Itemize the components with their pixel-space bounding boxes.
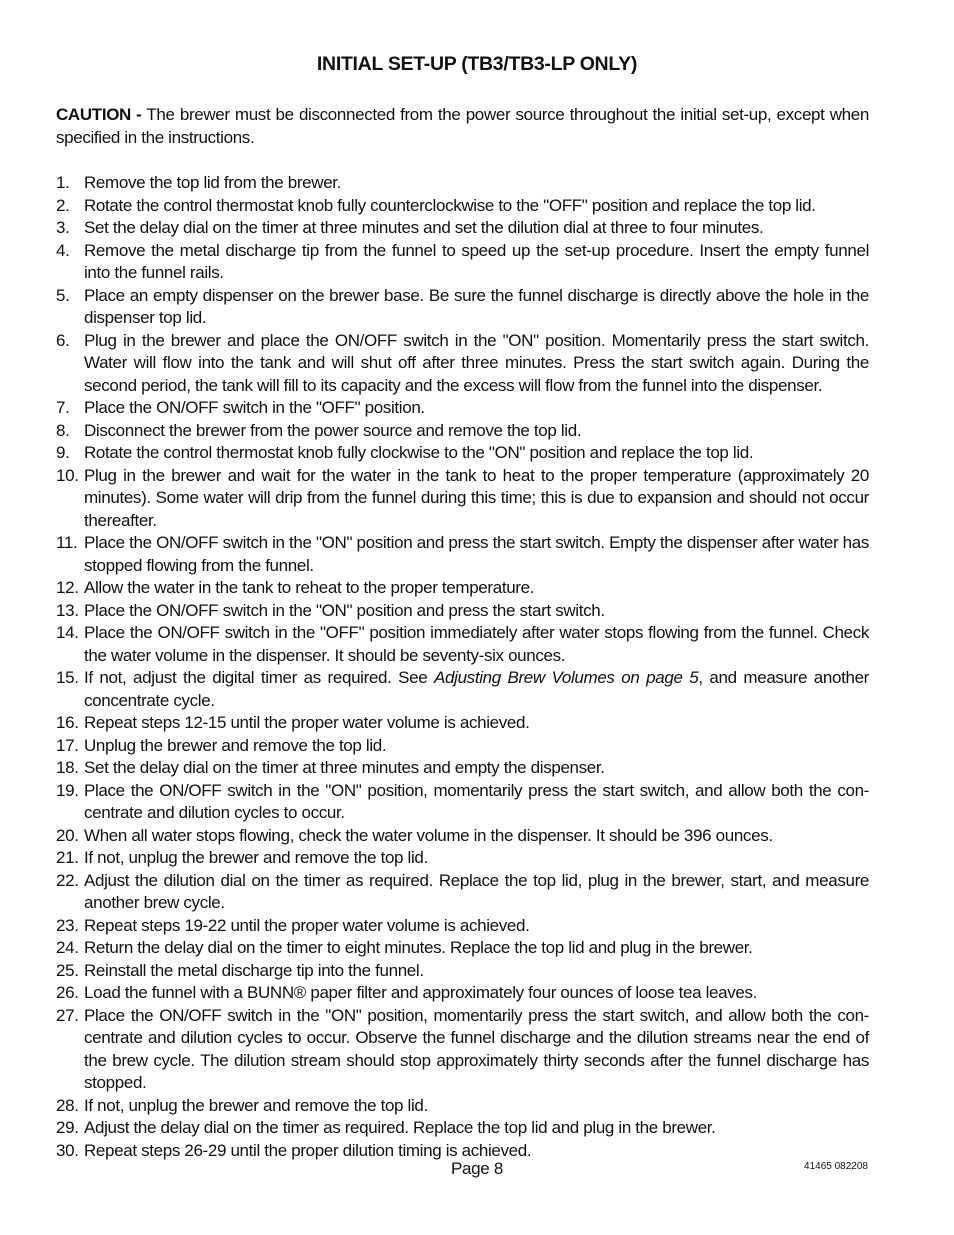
- step-text: Unplug the brewer and remove the top lid.: [84, 735, 387, 755]
- step-text: Place the ON/OFF switch in the "ON" position, momentarily press the start switch, and allow both the con-centrate and dilution cycles to occur.: [84, 780, 869, 822]
- step-number: 25.: [56, 960, 79, 980]
- step-number: 26.: [56, 983, 79, 1002]
- step-item: [56, 960, 869, 983]
- step-text: If not, unplug the brewer and remove the top lid.: [84, 1095, 428, 1115]
- caution-label: CAUTION -: [56, 105, 142, 124]
- step-number: 13.: [56, 600, 79, 620]
- step-item: [56, 1095, 869, 1118]
- step-text: Return the delay dial on the timer to eight minutes. Replace the top lid and plug in the brewer.: [84, 938, 753, 957]
- step-text: Remove the top lid from the brewer.: [84, 173, 342, 192]
- step-number: 24.: [56, 938, 79, 957]
- step-item: [56, 465, 869, 533]
- step-number: 4.: [56, 240, 70, 260]
- step-number: 23.: [56, 915, 79, 935]
- step-item: [56, 195, 869, 218]
- step-text: Repeat steps 26-29 until the proper dilution timing is achieved.: [84, 1140, 532, 1160]
- step-number: 28.: [56, 1095, 79, 1115]
- step-text: Place the ON/OFF switch in the "ON" position, momentarily press the start switch, and allow both the con-centrate and dilution cycles to occur. Observe the funnel discharge and the dilution streams near the end of the brew cycle. The dilution stream should stop approximately thirty seconds after the funnel discharge has stopped.: [84, 1005, 869, 1092]
- step-item: [56, 240, 869, 285]
- step-number: 22.: [56, 870, 79, 890]
- step-text: Set the delay dial on the timer at three minutes and empty the dispenser.: [84, 758, 605, 777]
- step-text: Allow the water in the tank to reheat to the proper temperature.: [84, 578, 535, 597]
- step-text: When all water stops flowing, check the water volume in the dispenser. It should be 396 ounces.: [84, 825, 773, 845]
- step-text: Remove the metal discharge tip from the funnel to speed up the set-up procedure. Insert the empty funnel into the funnel rails.: [84, 240, 869, 282]
- step-item: [56, 757, 869, 780]
- step-number: 2.: [56, 195, 70, 215]
- step-number: 10.: [56, 465, 79, 485]
- step-number: 9.: [56, 443, 70, 462]
- step-number: 27.: [56, 1005, 79, 1025]
- step-item: [56, 532, 869, 577]
- step-item: [56, 172, 869, 195]
- step-item: [56, 825, 869, 848]
- step-number: 11.: [56, 533, 78, 552]
- step-item: [56, 600, 869, 623]
- caution-text: The brewer must be disconnected from the power source throughout the initial set-up, except when specified in the instructions.: [56, 105, 869, 147]
- step-number: 12.: [56, 578, 79, 597]
- step-text-continued: , and measure another concentrate cycle.: [84, 668, 869, 710]
- step-item: [56, 780, 869, 825]
- step-text: Rotate the control thermostat knob fully counterclockwise to the "OFF" position and replace the top lid.: [84, 195, 816, 215]
- step-text: Place an empty dispenser on the brewer base. Be sure the funnel discharge is directly above the hole in the dispenser top lid.: [84, 285, 869, 327]
- step-item: [56, 1117, 869, 1140]
- step-number: 6.: [56, 330, 70, 350]
- step-item: [56, 397, 869, 420]
- step-number: 17.: [56, 735, 79, 755]
- step-text: If not, adjust the digital timer as required. See: [84, 668, 435, 687]
- step-number: 16.: [56, 713, 79, 732]
- step-text: Place the ON/OFF switch in the "OFF" position.: [84, 398, 425, 417]
- step-item: [56, 217, 869, 240]
- step-number: 7.: [56, 398, 70, 417]
- step-item: [56, 937, 869, 960]
- step-item: [56, 982, 869, 1005]
- step-number: 21.: [56, 848, 79, 867]
- caution-paragraph: [56, 104, 869, 149]
- step-text: Place the ON/OFF switch in the "ON" position and press the start switch.: [84, 600, 605, 620]
- step-item: [56, 667, 869, 712]
- step-number: 20.: [56, 825, 79, 845]
- step-item: [56, 622, 869, 667]
- setup-steps-list: [56, 172, 869, 1162]
- step-number: 5.: [56, 285, 70, 305]
- step-text: Repeat steps 12-15 until the proper water volume is achieved.: [84, 713, 530, 732]
- step-text: Adjust the delay dial on the timer as required. Replace the top lid and plug in the brewer.: [84, 1118, 716, 1137]
- step-number: 30.: [56, 1140, 79, 1160]
- step-number: 19.: [56, 780, 79, 800]
- step-text: Plug in the brewer and place the ON/OFF switch in the "ON" position. Momentarily press the start switch. Water will flow into the tank and will shut off after three minutes. Press the start switch again. During the second period, the tank will fill to its capacity and the excess will flow from the funnel into the dispenser.: [84, 330, 869, 395]
- step-number: 29.: [56, 1118, 79, 1137]
- step-item: [56, 735, 869, 758]
- step-number: 14.: [56, 623, 79, 642]
- step-item: [56, 330, 869, 398]
- step-number: 1.: [56, 173, 70, 192]
- step-text: Adjust the dilution dial on the timer as required. Replace the top lid, plug in the brewer, start, and measure another brew cycle.: [84, 870, 869, 912]
- step-text: Disconnect the brewer from the power source and remove the top lid.: [84, 420, 582, 440]
- step-item: [56, 420, 869, 443]
- page-number: Page 8: [450, 1159, 504, 1178]
- step-text: Place the ON/OFF switch in the "ON" position and press the start switch. Empty the dispenser after water has stopped flowing from the funnel.: [84, 533, 869, 575]
- step-number: 15.: [56, 668, 79, 687]
- step-item: [56, 442, 869, 465]
- step-text: Rotate the control thermostat knob fully clockwise to the "ON" position and replace the top lid.: [84, 443, 754, 462]
- step-item: [56, 870, 869, 915]
- step-reference: Adjusting Brew Volumes on page 5: [434, 668, 699, 687]
- step-text: Load the funnel with a BUNN® paper filter and approximately four ounces of loose tea leaves.: [84, 983, 758, 1002]
- step-text: Repeat steps 19-22 until the proper water volume is achieved.: [84, 915, 530, 935]
- step-text: Reinstall the metal discharge tip into the funnel.: [84, 960, 424, 980]
- step-item: [56, 1005, 869, 1095]
- step-text: Set the delay dial on the timer at three minutes and set the dilution dial at three to four minutes.: [84, 218, 764, 237]
- step-number: 3.: [56, 218, 70, 237]
- step-item: [56, 577, 869, 600]
- step-text: If not, unplug the brewer and remove the top lid.: [84, 848, 428, 867]
- step-item: [56, 847, 869, 870]
- step-number: 8.: [56, 420, 70, 440]
- step-number: 18.: [56, 758, 79, 777]
- document-code: 41465 082208: [804, 1161, 868, 1172]
- step-item: [56, 915, 869, 938]
- step-item: [56, 712, 869, 735]
- step-text: Place the ON/OFF switch in the "OFF" position immediately after water stops flowing from the funnel. Check the water volume in the dispenser. It should be seventy-six ounces.: [84, 623, 869, 665]
- page-title: INITIAL SET-UP (TB3/TB3-LP ONLY): [316, 53, 638, 75]
- step-item: [56, 285, 869, 330]
- step-text: Plug in the brewer and wait for the water in the tank to heat to the proper temperature (approximately 20 minutes). Some water will drip from the funnel during this time; this is due to expansion and should not occur thereafter.: [84, 465, 869, 530]
